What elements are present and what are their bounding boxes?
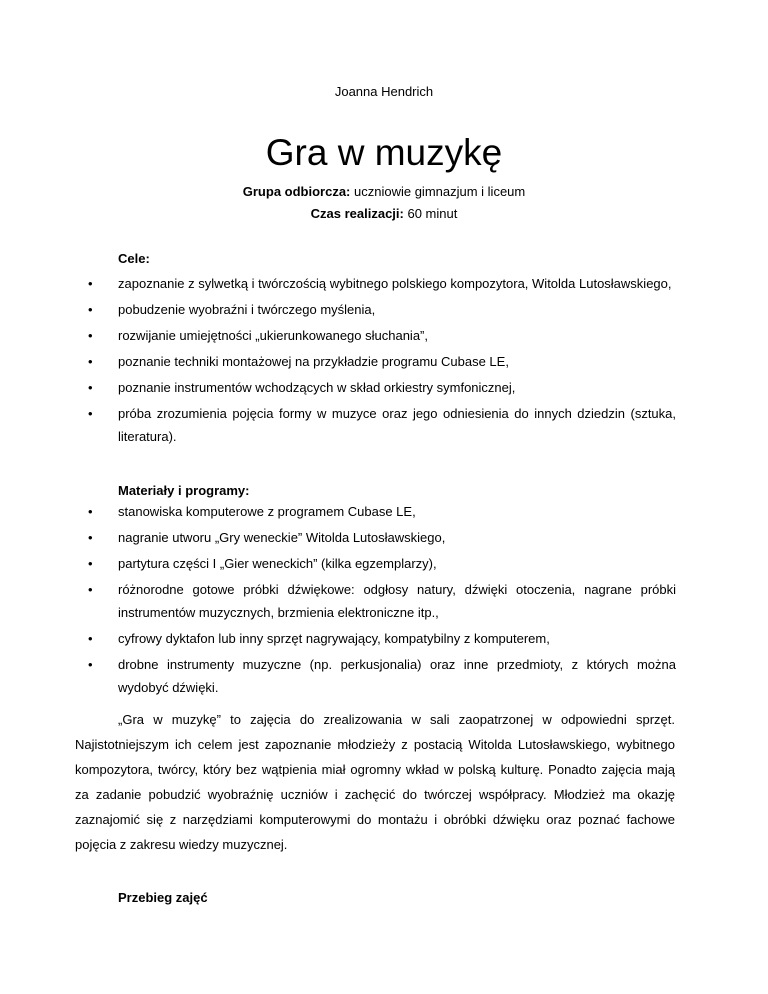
goals-list [0,272,768,451]
list-item [0,500,676,523]
list-item-text: drobne instrumenty muzyczne (np. perkusjonalia) oraz inne przedmioty, z których można wydobyć dźwięki. [118,657,676,695]
list-item-text: partytura części I „Gier weneckich” (kilka egzemplarzy), [118,556,437,571]
list-item [0,627,676,650]
list-item [0,653,676,699]
bullet-icon: • [88,504,93,519]
bullet-icon: • [88,556,93,571]
course-heading: Przebieg zajęć [118,890,208,905]
list-item-text: cyfrowy dyktafon lub inny sprzęt nagrywający, kompatybilny z komputerem, [118,631,550,646]
list-item [0,402,676,448]
list-item-text: pobudzenie wyobraźni i twórczego myślenia, [118,302,376,317]
list-item-text: zapoznanie z sylwetką i twórczością wybitnego polskiego kompozytora, Witolda Lutosławskiego, [118,276,672,291]
bullet-icon: • [88,276,93,291]
bullet-icon: • [88,380,93,395]
bullet-icon: • [88,328,93,343]
materials-list [0,500,768,702]
goals-heading: Cele: [118,251,150,266]
target-group-label: Grupa odbiorcza: [242,184,351,199]
bullet-icon: • [88,406,93,421]
list-item [0,578,676,624]
list-item [0,350,676,373]
list-item [0,376,676,399]
list-item-text: próba zrozumienia pojęcia formy w muzyce oraz jego odniesienia do innych dziedzin (sztuka, literatura). [118,406,676,444]
list-item [0,324,676,347]
list-item-text: rozwijanie umiejętności „ukierunkowanego słuchania”, [118,328,428,343]
list-item [0,526,676,549]
list-item [0,272,676,295]
bullet-icon: • [88,530,93,545]
duration-label: Czas realizacji: [310,206,404,221]
bullet-icon: • [88,657,93,672]
list-item-text: nagranie utworu „Gry weneckie” Witolda Lutosławskiego, [118,530,446,545]
list-item-text: poznanie techniki montażowej na przykładzie programu Cubase LE, [118,354,509,369]
bullet-icon: • [88,302,93,317]
bullet-icon: • [88,631,93,646]
intro-paragraph: „Gra w muzykę” to zajęcia do zrealizowania w sali zaopatrzonej w odpowiedni sprzęt. Najistotniejszym ich celem jest zapoznanie młodzieży z postacią Witolda Lutosławskiego, wybitnego kompozytora, twórcy, który bez wątpienia miał ogromny wkład w polską kulturę. Ponadto zajęcia mają za zadanie pobudzić wyobraźnię uczniów i zachęcić do twórczej współpracy. Młodzież ma okazję zaznajomić się z narzędziami komputerowymi do montażu i obróbki dźwięku oraz poznać fachowe pojęcia z zakresu wiedzy muzycznej. [75,712,675,852]
author-name: Joanna Hendrich [334,84,434,99]
list-item-text: poznanie instrumentów wchodzących w skład orkiestry symfonicznej, [118,380,516,395]
materials-heading: Materiały i programy: [118,483,250,498]
duration-value: 60 minut [403,206,458,221]
list-item [0,552,676,575]
bullet-icon: • [88,582,93,597]
list-item [0,298,676,321]
list-item-text: stanowiska komputerowe z programem Cubase LE, [118,504,416,519]
bullet-icon: • [88,354,93,369]
list-item-text: różnorodne gotowe próbki dźwiękowe: odgłosy natury, dźwięki otoczenia, nagrane próbki instrumentów muzycznych, brzmienia elektroniczne itp., [118,582,676,620]
document-title: Gra w muzykę [265,132,503,173]
target-group-line [0,184,768,200]
target-group-value: uczniowie gimnazjum i liceum [350,184,526,199]
duration-line [0,206,768,222]
